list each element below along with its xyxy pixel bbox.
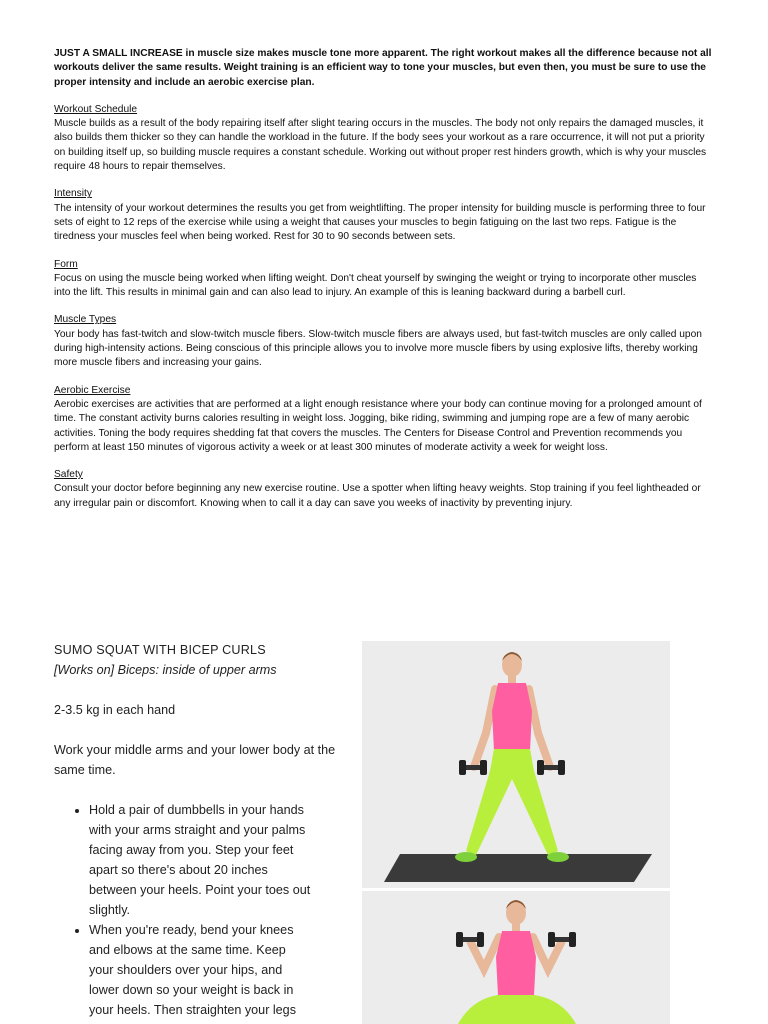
section-heading: Safety [54,469,83,481]
section-heading: Muscle Types [54,314,117,326]
section-heading: Form [54,258,78,270]
left-arm [474,689,495,767]
section-body: Your body has fast-twitch and slow-twitch muscle fibers. Slow-twitch muscle fibers are always used, but fast-twitch muscles are only called upon during high-intensity actions. Being conscious of this principle allows you to involve more muscle fibers by using explosive lifts, thereby working more muscle fibers and increasing your gains. [54,328,702,369]
section-intensity [54,187,714,244]
section-muscle-types [54,313,714,370]
section-body: Muscle builds as a result of the body repairing itself after slight tearing occurs in the muscles. The body not only repairs the damaged muscles, it also builds them thicker so they can handle the workload in the future. If the body sees your workout as a rare occurrence, it will not put a priority on building itself up, so building muscle requires a constant schedule. Working out without proper rest hinders growth, which is why your muscles require 48 hours to repair themselves. [54,118,707,173]
leggings [458,995,576,1024]
exercise-steps [54,800,311,1020]
right-shoe [547,852,569,862]
left-shoe [455,852,477,862]
tank-top [492,683,532,751]
article-text [54,47,714,524]
section-body: Focus on using the muscle being worked when lifting weight. Don't cheat yourself by swinging the weight or trying to incorporate other muscles into the lift. This results in minimal gain and can also lead to injury. An example of this is leaning backward during a barbell curl. [54,272,697,299]
exercise-block [54,640,354,1020]
section-safety [54,468,714,511]
right-arm [529,689,550,767]
section-body: Consult your doctor before beginning any new exercise routine. Use a spotter when lifting heavy weights. Stop training if you feel lightheaded or any irregular pain or discomfort. Knowing when to call it a day can save you weeks of inactivity by preventing injury. [54,483,701,509]
exercise-photo-standing [362,641,670,888]
tank-top [496,931,536,995]
exercise-photo-curl [362,891,670,1024]
intro-paragraph: JUST A SMALL INCREASE in muscle size makes muscle tone more apparent. The right workout makes all the difference because not all workouts deliver the same results. Weight training is an efficient way to tone your muscles, but even then, you must be sure to use the proper intensity and include an aerobic exercise plan. [54,48,712,88]
section-heading: Aerobic Exercise [54,384,131,396]
section-aerobic-exercise [54,384,714,455]
leggings [466,749,558,855]
section-form [54,258,714,301]
list-item: • When you're ready, bend your knees and elbows at the same time. Keep your shoulders over your hips, and lower down so your weight is back in your heels. Then straighten your legs [89,920,311,1020]
list-item: • Hold a pair of dumbbells in your hands with your arms straight and your palms facing away from you. Step your feet apart so there's about 20 inches between your heels. Point your toes out slightly. [89,800,311,920]
exercise-weight: 2-3.5 kg in each hand [54,703,176,717]
woman-curl-illustration [362,891,670,1024]
section-body: Aerobic exercises are activities that are performed at a light enough resistance where your body can continue moving for a prolonged amount of time. The constant activity burns calories resulting in weight loss. Jogging, bike riding, swimming and jumping rope are a few of many aerobic activities. Toning the body requires shedding fat that covers the muscles. The Centers for Disease Control and Prevention recommends you perform at least 150 minutes of vigorous activity a week or at least 300 minutes of moderate activity a week for weight loss. [54,398,702,453]
neck [512,923,520,931]
section-workout-schedule [54,103,714,174]
neck [508,675,516,683]
woman-standing-illustration [362,641,670,888]
exercise-mat [384,854,652,882]
section-heading: Workout Schedule [54,103,138,115]
exercise-subtitle: [Works on] Biceps: inside of upper arms [54,663,277,677]
exercise-description: Work your middle arms and your lower body at the same time. [54,743,336,777]
section-heading: Intensity [54,188,92,200]
exercise-title: SUMO SQUAT WITH BICEP CURLS [54,643,266,657]
section-body: The intensity of your workout determines the results you get from weightlifting. The proper intensity for building muscle is performing three to four sets of eight to 12 reps of the exercise while using a weight that causes your muscles to begin fatiguing on the last two reps. Fatigue is the tiredness your muscles feel when being worked. Rest for 30 to 90 seconds between sets. [54,202,706,243]
